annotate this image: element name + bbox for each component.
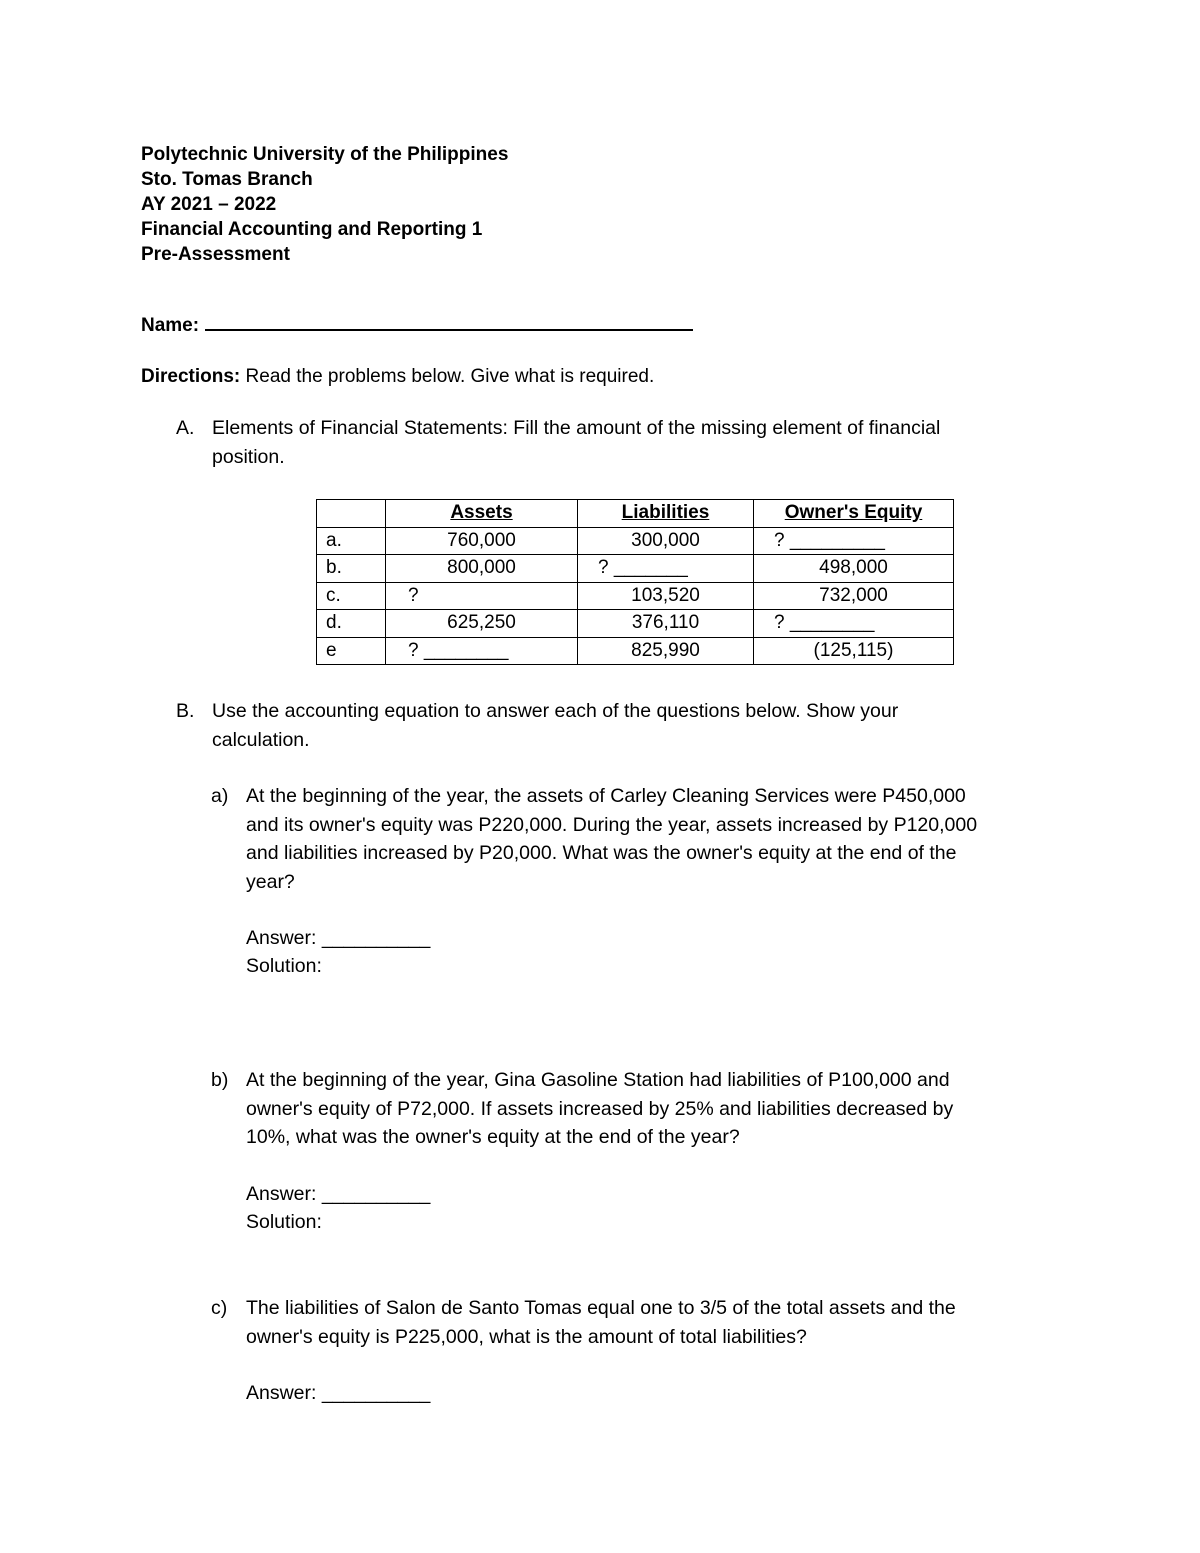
table-row xyxy=(317,582,954,610)
row-label-cell: b. xyxy=(317,555,386,583)
name-field xyxy=(141,315,693,337)
table-row xyxy=(317,527,954,555)
equity-cell: (125,115) xyxy=(754,637,954,665)
liabilities-cell-blank[interactable]: ? _______ xyxy=(578,555,754,583)
name-label: Name: xyxy=(141,315,200,336)
solution-label: Solution: xyxy=(246,955,322,977)
question-line: owner's equity is P225,000, what is the amount of total liabilities? xyxy=(246,1325,807,1348)
university-name: Polytechnic University of the Philippines xyxy=(141,144,509,165)
part-b xyxy=(176,697,1056,757)
table-row xyxy=(317,637,954,665)
part-a-marker: A. xyxy=(176,417,195,439)
question-line: year? xyxy=(246,870,295,893)
question-line: and liabilities increased by P20,000. What was the owner's equity at the end of the xyxy=(246,842,957,864)
header-cell xyxy=(317,500,386,528)
table-row xyxy=(317,555,954,583)
document-header xyxy=(141,142,508,267)
liabilities-cell: 825,990 xyxy=(578,637,754,665)
part-b-line: calculation. xyxy=(212,728,310,751)
financial-elements-table xyxy=(316,499,954,665)
assets-cell: 800,000 xyxy=(386,555,578,583)
part-a xyxy=(176,414,1056,474)
academic-year: AY 2021 – 2022 xyxy=(141,194,277,215)
question-text xyxy=(246,782,1076,896)
question-c xyxy=(211,1294,1091,1354)
question-line: owner's equity of P72,000. If assets increased by 25% and liabilities decreased by xyxy=(246,1097,954,1120)
table-header-row xyxy=(317,500,954,528)
answer-line[interactable]: Answer: __________ xyxy=(246,927,431,949)
liabilities-cell: 376,110 xyxy=(578,610,754,638)
row-label-cell: e xyxy=(317,637,386,665)
branch-name: Sto. Tomas Branch xyxy=(141,169,313,190)
question-marker: a) xyxy=(211,785,229,807)
equity-cell: 498,000 xyxy=(754,555,954,583)
question-b xyxy=(211,1066,1091,1156)
header-cell-assets: Assets xyxy=(386,500,578,528)
part-a-text xyxy=(212,414,940,471)
row-label-cell: d. xyxy=(317,610,386,638)
equity-cell: 732,000 xyxy=(754,582,954,610)
question-line: At the beginning of the year, Gina Gasoline Station had liabilities of P100,000 and xyxy=(246,1069,950,1091)
row-label-cell: c. xyxy=(317,582,386,610)
question-line: 10%, what was the owner's equity at the end of the year? xyxy=(246,1126,740,1148)
equity-cell-blank[interactable]: ? _________ xyxy=(754,527,954,555)
assessment-title: Pre-Assessment xyxy=(141,244,290,265)
question-line: The liabilities of Salon de Santo Tomas equal one to 3/5 of the total assets and the xyxy=(246,1297,956,1319)
course-title: Financial Accounting and Reporting 1 xyxy=(141,219,483,240)
name-blank-line[interactable] xyxy=(205,315,693,331)
directions-text: Read the problems below. Give what is required. xyxy=(240,366,655,387)
header-cell-liabilities: Liabilities xyxy=(578,500,754,528)
directions xyxy=(141,366,654,388)
equity-cell-blank[interactable]: ? ________ xyxy=(754,610,954,638)
assets-cell: 760,000 xyxy=(386,527,578,555)
assets-cell-blank[interactable]: ? xyxy=(386,582,578,610)
question-marker: c) xyxy=(211,1297,228,1319)
question-line: and its owner's equity was P220,000. During the year, assets increased by P120,000 xyxy=(246,813,978,836)
table-row xyxy=(317,610,954,638)
liabilities-cell: 300,000 xyxy=(578,527,754,555)
question-line: At the beginning of the year, the assets of Carley Cleaning Services were P450,000 xyxy=(246,785,966,807)
assets-cell: 625,250 xyxy=(386,610,578,638)
directions-label: Directions: xyxy=(141,366,241,387)
part-a-line: Elements of Financial Statements: Fill the amount of the missing element of financial xyxy=(212,417,941,439)
part-a-line: position. xyxy=(212,445,285,468)
answer-line[interactable]: Answer: __________ xyxy=(246,1183,431,1205)
header-cell-owners-equity: Owner's Equity xyxy=(754,500,954,528)
part-b-text xyxy=(212,697,898,754)
question-text xyxy=(246,1066,1076,1152)
question-marker: b) xyxy=(211,1069,229,1091)
answer-line[interactable]: Answer: __________ xyxy=(246,1382,431,1404)
solution-label: Solution: xyxy=(246,1211,322,1233)
assets-cell-blank[interactable]: ? ________ xyxy=(386,637,578,665)
question-a xyxy=(211,782,1091,902)
liabilities-cell: 103,520 xyxy=(578,582,754,610)
row-label-cell: a. xyxy=(317,527,386,555)
part-b-marker: B. xyxy=(176,700,195,722)
part-b-line: Use the accounting equation to answer each of the questions below. Show your xyxy=(212,700,899,722)
question-text xyxy=(246,1294,1076,1351)
